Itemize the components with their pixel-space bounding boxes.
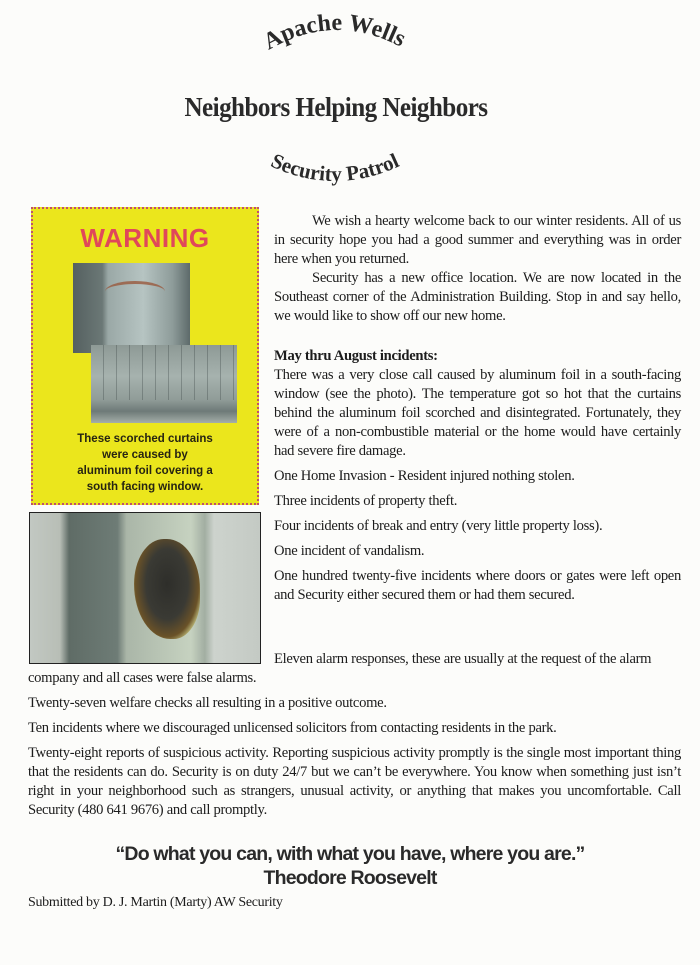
- scorched-curtain-photo-1: [73, 263, 190, 353]
- incident-suspicious: Twenty-eight reports of suspicious activity. Reporting suspicious activity promptly is the single most important thing that the residents can do. Security is on duty 24/7 but we can’t be everywhere. You know when something just isn’t right in your neighborhood such as strangers, unusual activity, or anything that makes you uncomfortable. Call Security (480 641 9676) and call promptly.: [28, 745, 681, 818]
- warning-title: WARNING: [80, 223, 210, 253]
- masthead: [0, 0, 700, 200]
- scorched-curtain-photo-2: [91, 345, 237, 423]
- incident-solicitors: Ten incidents where we discouraged unlicensed solicitors from contacting residents in the park.: [28, 720, 557, 736]
- submitted-by: Submitted by D. J. Martin (Marty) AW Security: [28, 895, 283, 910]
- incident-invasion: One Home Invasion - Resident injured nothing stolen.: [274, 468, 575, 484]
- incident-welfare: Twenty-seven welfare checks all resulting in a positive outcome.: [28, 695, 387, 711]
- arc-title-security-patrol: Security Patrol: [267, 148, 403, 187]
- quote-author: Theodore Roosevelt: [263, 867, 437, 889]
- warning-box: [31, 207, 259, 505]
- incident-theft: Three incidents of property theft.: [274, 493, 458, 509]
- arc-title-apache-wells: Apache Wells: [259, 9, 410, 56]
- incidents-section: [274, 347, 681, 605]
- intro-section: [274, 212, 681, 326]
- incidents-full-width: [28, 650, 681, 820]
- burned-curtain-photo: [29, 512, 261, 664]
- incident-break-entry: Four incidents of break and entry (very little property loss).: [274, 518, 603, 534]
- intro-office: Security has a new office location. We are now located in the Southeast corner of the Administration Building. Stop in and say hello, we would like to show off our new home.: [274, 270, 681, 324]
- incident-vandalism: One incident of vandalism.: [274, 543, 425, 559]
- incident-alarms: Eleven alarm responses, these are usually at the request of the alarm company and all cases were false alarms.: [28, 651, 652, 686]
- incident-doors: One hundred twenty-five incidents where doors or gates were left open and Security either secured them or had them secured.: [274, 568, 681, 603]
- warning-caption: These scorched curtains were caused by aluminum foil covering a south facing window.: [77, 433, 213, 493]
- incident-foil: There was a very close call caused by aluminum foil in a south-facing window (see the photo). The temperature got so hot that the curtains behind the aluminum foil scorched and disintegrated. Fortunately, they were of a non-combustible material or the home would have certainly had severe fire damage.: [274, 367, 681, 459]
- intro-welcome: We wish a hearty welcome back to our winter residents. All of us in security hope you had a good summer and everything was in order here when you returned.: [274, 213, 681, 267]
- incidents-heading: May thru August incidents:: [274, 348, 438, 364]
- quote-text: “Do what you can, with what you have, where you are.”: [115, 843, 585, 865]
- page-title: Neighbors Helping Neighbors: [184, 92, 488, 122]
